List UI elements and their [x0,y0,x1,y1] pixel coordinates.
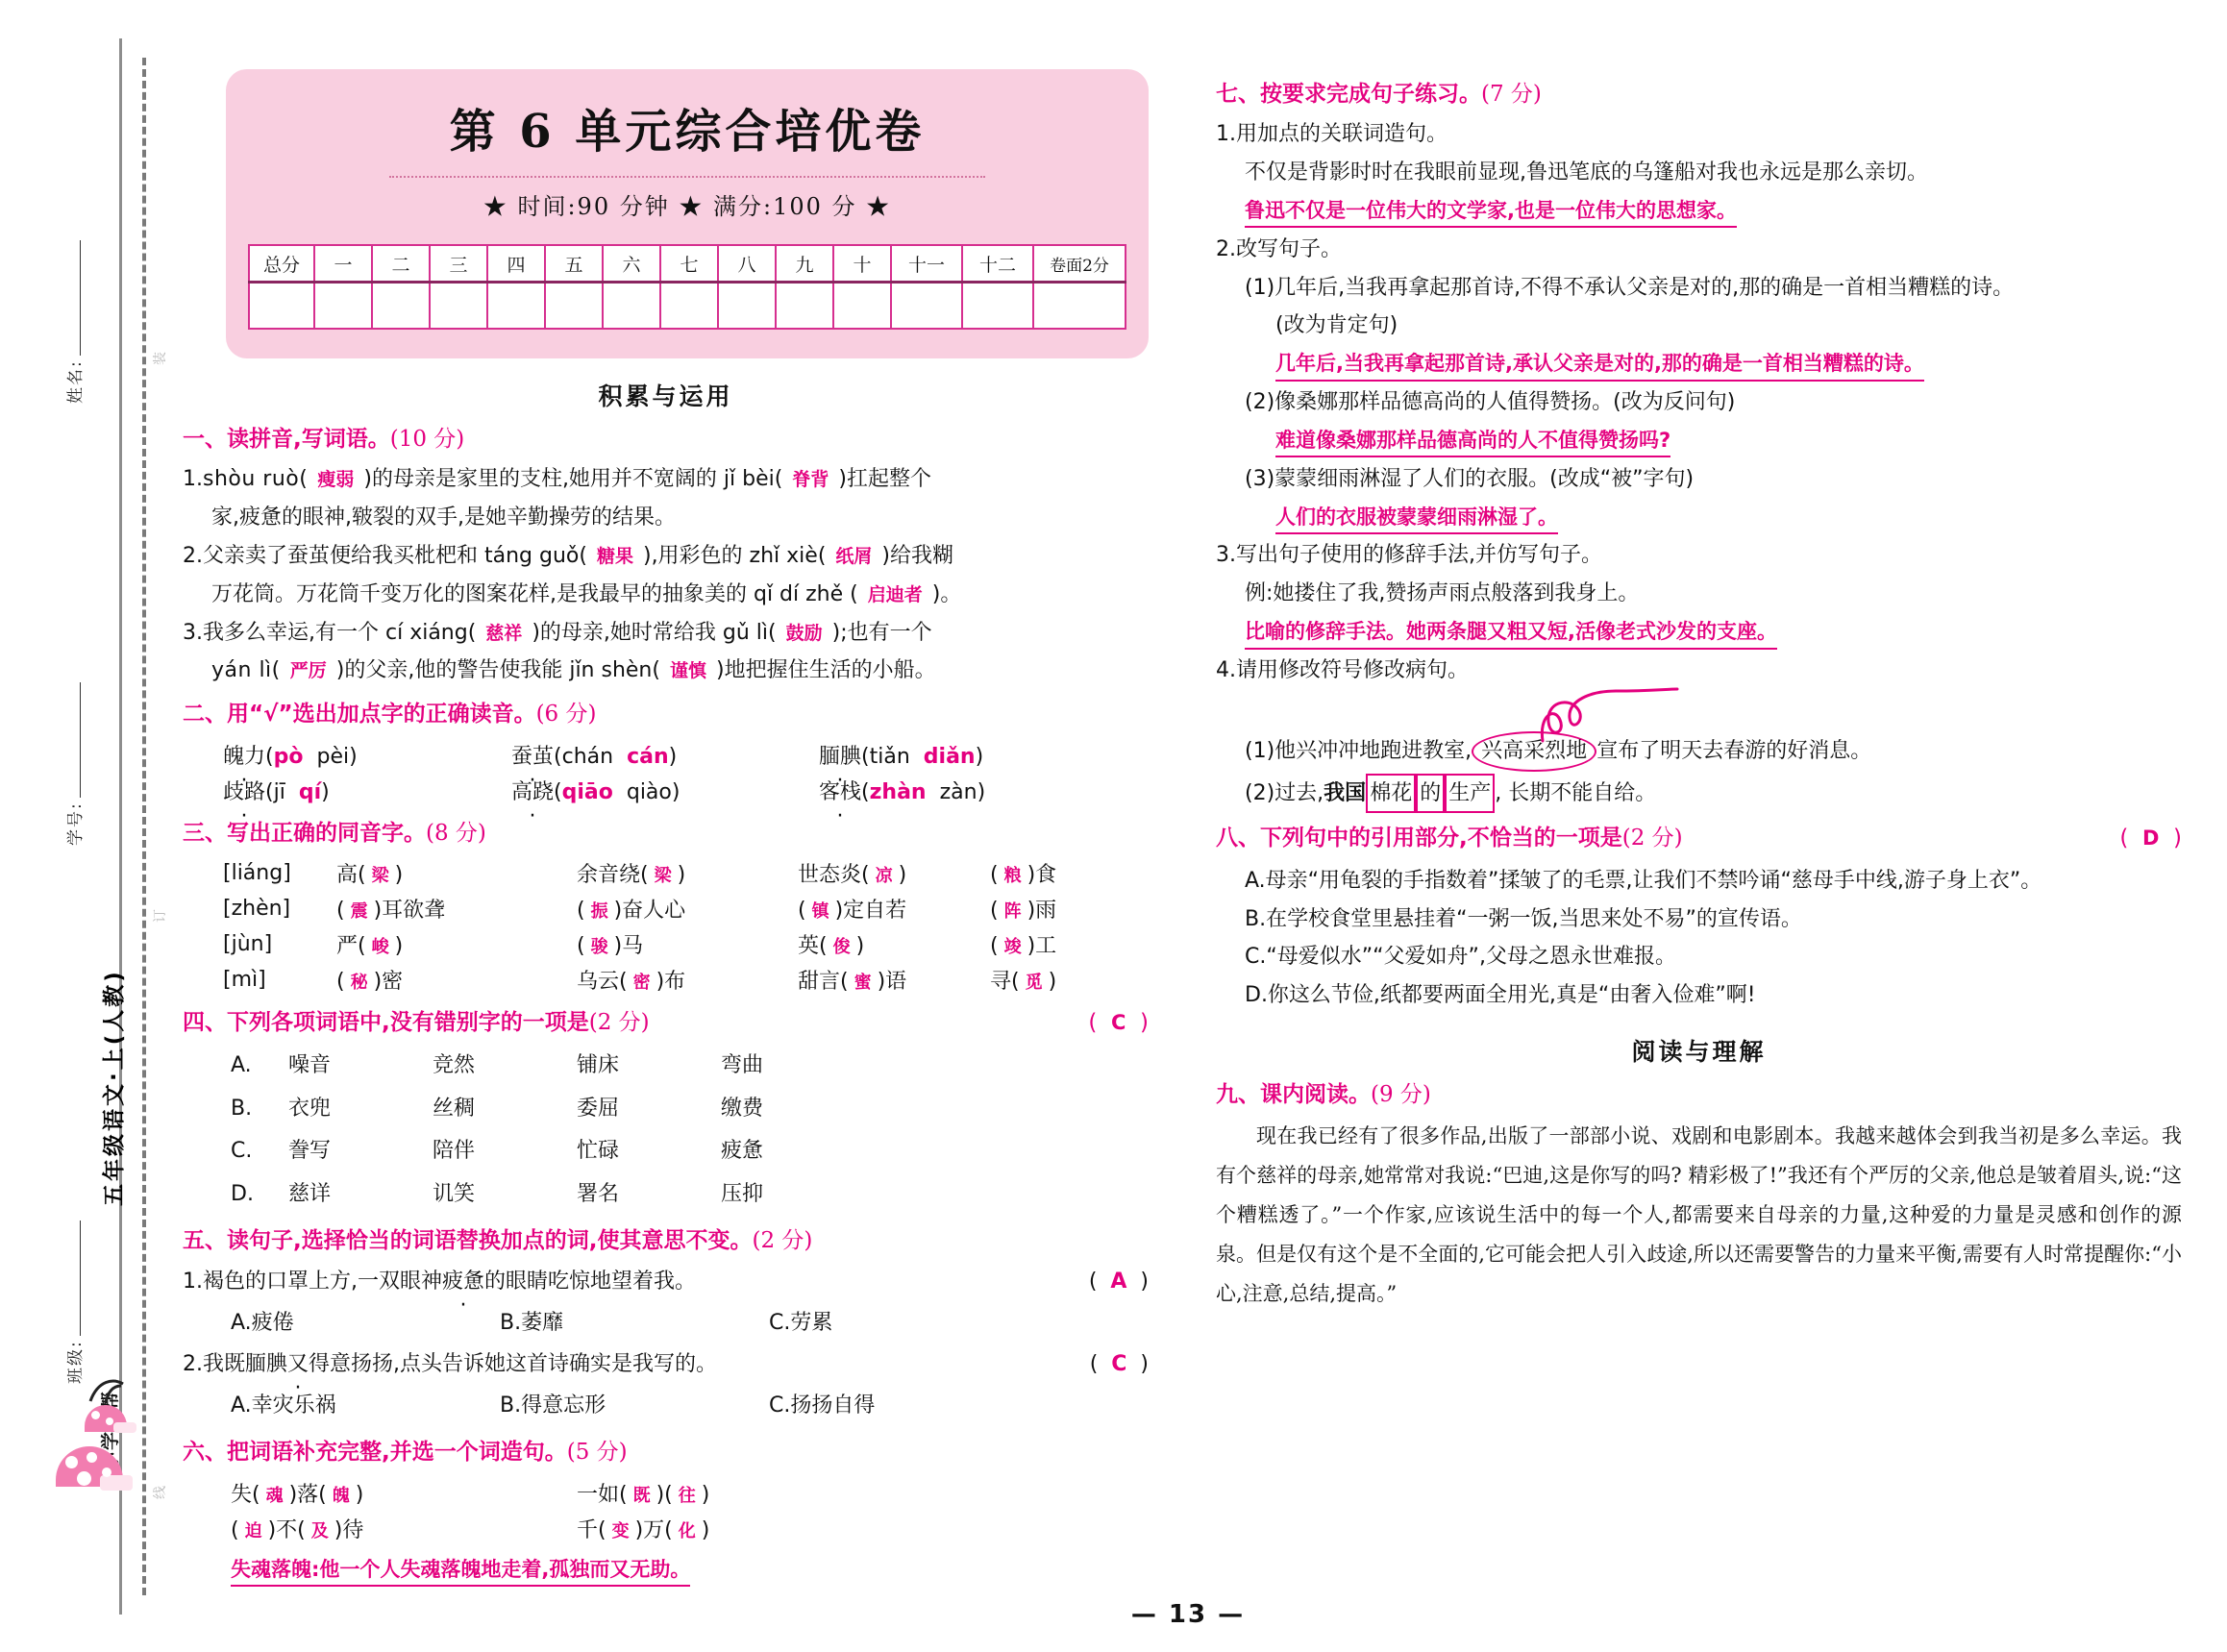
score-input-cell[interactable] [833,283,891,330]
question-9-heading: 九、课内阅读。(9 分) [1216,1082,1431,1108]
answer-blank[interactable]: 瘦弱 [317,469,355,491]
check-mark: pò [273,744,304,769]
boxed-word[interactable]: 的 [1416,774,1445,814]
answer-blank[interactable]: 魄 [332,1485,350,1506]
q7-item-2-prompt: 2.改写句子。 [1216,236,1343,261]
option-word: 署名 [577,1181,620,1206]
q2-cell[interactable]: 腼腆(tiǎn diǎn) [819,744,984,769]
boxed-word[interactable]: 生产 [1445,774,1495,814]
score-input-cell[interactable] [962,283,1033,330]
question-3-heading: 三、写出正确的同音字。(8 分) [183,820,486,846]
option-row [231,1385,961,1428]
answer-blank[interactable]: 竣 [1003,937,1022,957]
q8-answer-box[interactable]: ( D ) [2119,826,2182,851]
answer-blank[interactable]: 骏 [590,937,608,957]
q8-option-d[interactable]: D.你这么节俭,纸都要两面全用光,真是“由奢入俭难”啊! [1245,983,1756,1008]
score-header-cell: 卷面2分 [1033,245,1126,283]
fold-mark-3: 线 [153,1484,168,1499]
q3-cell[interactable]: ( 镇 )定自若 [798,899,907,923]
q7-item-4-sub-2: (2)过去,我国 棉花 的 生产 , 长期不能自给。 [1216,774,2182,814]
q2-pronunciation-grid [223,737,1117,808]
q6-sentence-row [231,1556,1149,1587]
score-header-cell: 五 [545,245,603,283]
answer-blank[interactable]: 脊背 [792,469,829,491]
answer-blank[interactable]: 凉 [875,866,893,886]
score-input-cell[interactable] [603,283,660,330]
score-input-cell[interactable] [545,283,603,330]
option-label[interactable]: A. [231,1053,252,1078]
q5-item-2-text: ( C ) 2.我既腼腆又得意 ·扬扬,点头告诉她这首诗确实是我写的。 [183,1346,1149,1383]
q3-row [223,891,1126,926]
class-field-label: 班级: [62,1221,86,1384]
q6-row [231,1475,961,1511]
section-heading-reading: 阅读与理解 [1631,1038,1767,1067]
option-item[interactable]: A.幸灾乐祸 [231,1393,336,1418]
answer-blank[interactable]: 启迪者 [867,583,923,605]
score-header-cell: 六 [603,245,660,283]
score-input-cell[interactable] [660,283,718,330]
q3-cell[interactable]: 世态炎( 凉 ) [798,863,907,887]
delete-squiggle-icon [1533,687,1725,747]
score-header-cell: 十 [833,245,891,283]
title-divider [389,176,985,178]
q1-item-1-line-1: 1.shòu ruò( 瘦弱 )的母亲是家里的支柱,她用并不宽阔的 jǐ bèi( 脊背 )扛起整个 [183,467,931,492]
check-mark: diǎn [923,744,976,769]
answer-blank[interactable]: 变 [611,1520,630,1541]
q3-cell[interactable]: 英( 俊 ) [798,934,865,958]
q3-cell[interactable]: 余音绕( 梁 ) [577,863,686,887]
page-title: 第 6 单元综合培优卷 [449,105,926,159]
answer-blank[interactable]: 鼓励 [785,622,823,644]
answer-blank[interactable]: 镇 [811,901,829,922]
q1-item-3-line-2: yán lì( 严厉 )的父亲,他的警告使我能 jǐn shèn( 谨慎 )地把握住生活的小船。 [211,658,936,683]
q2-cell[interactable]: 歧路(jī qí) [223,779,330,804]
score-input-cell[interactable] [249,283,314,330]
option-item[interactable]: C.扬扬自得 [769,1393,876,1418]
question-1-heading: 一、读拼音,写词语。(10 分) [183,427,465,452]
answer-blank[interactable]: 振 [590,901,608,922]
mushroom-icon-large [56,1446,123,1504]
q3-cell[interactable]: ( 粮 )食 [990,863,1057,887]
answer-blank[interactable]: 梁 [371,866,389,886]
option-word: 慈详 [288,1181,332,1206]
dotted-word: 疲惫 [442,1269,485,1294]
option-item[interactable]: A.疲倦 [231,1310,294,1335]
exam-meta: ★ 时间:90 分钟 ★ 满分:100 分 ★ [483,193,892,220]
score-header-cell: 十二 [962,245,1033,283]
option-word: 丝稠 [433,1096,476,1121]
option-label[interactable]: D. [231,1181,254,1206]
q7-item-4-sub-1: (1)他兴冲冲地跑进教室, 兴高采烈地 宣布了明天去春游的好消息。 [1216,731,2182,772]
q7-item-1-prompt: 1.用加点的关联词造句。 [1216,122,1448,147]
q1-item-3-line-1: 3.我多么幸运,有一个 cí xiáng( 慈祥 )的母亲,她时常给我 gǔ lì( 鼓励 );也有一个 [183,620,932,645]
answer-written-sentence[interactable]: 几年后,当我再拿起那首诗,承认父亲是对的,那的确是一首相当糟糕的诗。 [1275,350,1924,381]
answer-blank[interactable]: 梁 [654,866,672,886]
check-mark: qiāo [561,779,613,804]
option-word: 疲惫 [721,1139,764,1164]
boxed-word[interactable]: 棉花 [1366,774,1416,814]
right-column [1216,0,2182,1314]
score-header-cell: 九 [776,245,833,283]
answer-blank[interactable]: 密 [632,973,651,993]
q3-cell[interactable]: ( 骏 )马 [577,934,644,958]
q3-row [223,855,1126,891]
q1-item-1-line-2: 家,疲惫的眼神,皲裂的双手,是她辛勤操劳的结果。 [211,505,676,530]
page-number: — 13 — [1130,1600,1246,1629]
score-table[interactable] [248,244,1126,330]
score-header-cell: 二 [372,245,430,283]
score-input-cell[interactable] [718,283,776,330]
q2-cell[interactable]: 蚕茧(chán cán) [511,744,678,769]
book-title-vertical: 五年级语文·上(人教) [102,969,127,1206]
q5-item-2-options [231,1385,961,1428]
q5-answer-box-2[interactable]: ( C ) [1089,1352,1149,1377]
q5-item-1-options [231,1302,961,1345]
q3-cell[interactable]: ( 振 )奋人心 [577,899,686,923]
q3-homophone-grid [223,855,1126,998]
answer-blank[interactable]: 俊 [832,937,851,957]
grass-sprout-icon [85,1374,129,1407]
q3-cell[interactable]: ( 阵 )雨 [990,899,1057,923]
q3-row [223,926,1126,962]
title-banner [226,69,1149,358]
q7-item-2-sub-2-text: (2)像桑娜那样品德高尚的人值得赞扬。(改为反问句) [1245,390,1736,415]
score-header-cell: 十一 [891,245,962,283]
option-word: 铺床 [577,1053,620,1078]
answer-blank[interactable]: 蜜 [854,973,872,993]
answer-written-sentence[interactable]: 失魂落魄:他一个人失魂落魄地走着,孤独而又无助。 [231,1556,690,1587]
q3-cell[interactable]: 严( 峻 ) [336,934,404,958]
q5-answer-box-1[interactable]: ( A ) [1088,1269,1149,1294]
answer-blank[interactable]: 粮 [1003,866,1022,886]
q7-item-1-example: 不仅是背影时时在我眼前显现,鲁迅笔底的乌篷船对我也永远是那么亲切。 [1245,160,1928,185]
score-header-cell: 总分 [249,245,314,283]
q6-cell[interactable]: 千( 变 )万( 化 ) [577,1517,710,1542]
fold-mark-2: 订 [153,907,168,923]
q7-item-2-sub-2-answer-row [1216,423,2182,459]
score-input-cell[interactable] [487,283,545,330]
option-word: 忙碌 [577,1139,620,1164]
q3-cell[interactable]: 寻( 觅 ) [990,970,1057,994]
q5-item-1-text: ( A ) 1.褐色的口罩上方,一双眼神疲惫的眼睛吃惊地望着我。 [183,1264,1149,1300]
q6-cell[interactable]: 一如( 既 )( 往 ) [577,1482,710,1507]
q8-option-b[interactable]: B.在学校食堂里悬挂着“一粥一饭,当思来处不易”的宣传语。 [1245,906,1802,931]
answer-blank[interactable]: 往 [678,1485,696,1506]
q7-item-1-answer-row [1216,193,2182,230]
answer-blank[interactable]: 阵 [1003,901,1022,922]
q6-idiom-grid [231,1475,961,1546]
option-word: 压抑 [721,1181,764,1206]
left-column [183,0,1149,1587]
q7-item-2-sub-3-answer-row [1216,500,2182,536]
answer-blank[interactable]: 谨慎 [669,660,706,682]
answer-blank[interactable]: 化 [678,1520,696,1541]
check-mark: zhàn [869,779,927,804]
q7-item-3-prompt: 3.写出句子使用的修辞手法,并仿写句子。 [1216,543,1602,568]
q6-cell[interactable]: ( 迫 )不( 及 )待 [231,1517,364,1542]
fold-dashed-line [142,58,146,1595]
answer-blank[interactable]: 糖果 [596,546,633,567]
q7-item-2-sub-3-text: (3)蒙蒙细雨淋湿了人们的衣服。(改成“被”字句) [1245,466,1695,491]
q8-option-a[interactable]: A.母亲“用龟裂的手指数着”揉皱了的毛票,让我们不禁吟诵“慈母手中线,游子身上衣”。 [1245,868,2042,893]
question-6-heading: 六、把词语补充完整,并选一个词造句。(5 分) [183,1440,628,1466]
answer-blank[interactable]: 既 [632,1485,651,1506]
score-header-cell: 四 [487,245,545,283]
q2-cell[interactable]: 高跷(qiāo qiào) [511,779,680,804]
q4-option-row [231,1045,903,1088]
name-field-label: 姓名: [62,240,86,404]
option-word: 陪伴 [433,1139,476,1164]
answer-written-sentence[interactable]: 难道像桑娜那样品德高尚的人不值得赞扬吗? [1275,427,1670,457]
q2-row [223,737,1117,773]
binding-margin [0,0,168,1652]
option-word: 噪音 [288,1053,332,1078]
score-table-header-row [249,245,1126,283]
question-4-heading: ( C ) 四、下列各项词语中,没有错别字的一项是(2 分) [183,1007,1149,1039]
answer-blank[interactable]: 纸屑 [835,546,873,567]
reading-passage: 现在我已经有了很多作品,出版了一部部小说、戏剧和电影剧本。我越来越体会到我当初是多么幸运。我有个慈祥的母亲,她常常对我说:“巴迪,这是你写的吗? 精彩极了!”我还有个严厉的父亲,他总是皱着眉头,说:“这个糟糕透了。”一个作家,应该说生活中的每一个人,都需要来自母亲的力量,这种爱的力量是灵感和创作的源泉。但是仅有这个是不全面的,它可能会把人引入歧途,所以还需要警告的力量来平衡,需要有人时常提醒你:“小心,注意,总结,提高。” [1216,1124,2182,1306]
q7-item-2-sub-1-answer-row [1216,346,2182,382]
option-label[interactable]: B. [231,1096,253,1121]
q2-row [223,773,1117,808]
option-label[interactable]: C. [231,1139,253,1164]
q3-cell[interactable]: 乌云( 密 )布 [577,970,686,994]
worksheet-page [149,0,2227,1652]
option-item[interactable]: B.萎靡 [500,1310,564,1335]
q7-item-3-example: 例:她搂住了我,赞扬声雨点般落到我身上。 [1245,581,1640,606]
score-input-cell[interactable] [372,283,430,330]
dotted-word: 腼腆又得意 · [245,1352,351,1376]
answer-blank[interactable]: 及 [310,1520,329,1541]
option-word: 缴费 [721,1096,764,1121]
q8-option-c[interactable]: C.“母爱似水”“父爱如舟”,父母之恩永世难报。 [1245,945,1676,970]
q3-cell[interactable]: 甜言( 蜜 )语 [798,970,907,994]
answer-written-sentence[interactable]: 鲁迅不仅是一位伟大的文学家,也是一位伟大的思想家。 [1245,197,1737,228]
q3-cell[interactable]: ( 竣 )工 [990,934,1057,958]
score-input-cell[interactable] [776,283,833,330]
q1-item-2-line-1: 2.父亲卖了蚕茧便给我买枇杷和 táng guǒ( 糖果 ),用彩色的 zhǐ xiè( 纸屑 )给我糊 [183,544,954,568]
option-word: 誊写 [288,1139,332,1164]
q4-answer-box[interactable]: ( C ) [1088,1010,1149,1035]
q4-option-row [231,1173,903,1217]
circled-phrase[interactable]: 兴高采烈地 [1472,731,1596,772]
option-row [231,1302,961,1345]
answer-written-sentence[interactable]: 人们的衣服被蒙蒙细雨淋湿了。 [1275,504,1558,534]
option-item[interactable]: B.得意忘形 [500,1393,606,1418]
q4-option-row [231,1130,903,1173]
score-input-cell[interactable] [1033,283,1126,330]
q7-item-2-sub-1-text: (1)几年后,当我再拿起那首诗,不得不承认父亲是对的,那的确是一首相当糟糕的诗。 [1245,275,2015,300]
q4-option-row [231,1088,903,1131]
score-table-input-row [249,283,1126,330]
answer-blank[interactable]: 迫 [244,1520,262,1541]
q7-item-4-prompt: 4.请用修改符号修改病句。 [1216,657,1470,682]
option-word: 衣兜 [288,1096,332,1121]
answer-blank[interactable]: 严厉 [289,660,327,682]
section-heading-accumulation: 积累与运用 [598,382,733,410]
option-word: 讥笑 [433,1181,476,1206]
option-item[interactable]: C.劳累 [769,1310,833,1335]
answer-blank[interactable]: 魂 [265,1485,284,1506]
answer-blank[interactable]: 峻 [371,937,389,957]
score-header-cell: 一 [314,245,372,283]
q3-pinyin: [jùn] [223,932,273,956]
q3-pinyin: [mì] [223,968,266,992]
q7-item-3-answer-row [1216,614,2182,651]
student-id-field-label: 学号: [62,682,86,846]
question-2-heading: 二、用“√”选出加点字的正确读音。(6 分) [183,702,597,727]
q3-pinyin: [liáng] [223,861,291,885]
q3-cell[interactable]: 高( 梁 ) [336,863,404,887]
score-input-cell[interactable] [430,283,487,330]
q4-options [231,1045,903,1216]
check-mark: cán [627,744,669,769]
question-7-heading: 七、按要求完成句子练习。(7 分) [1216,82,1542,107]
correction-mark-area [1216,691,2182,745]
q2-cell[interactable]: 客栈(zhàn zàn) [819,779,986,804]
option-word: 弯曲 [721,1053,764,1078]
check-mark: qí [298,779,322,804]
q3-pinyin: [zhèn] [223,897,291,921]
q1-item-2-line-2: 万花筒。万花筒千变万化的图案花样,是我最早的抽象美的 qǐ dí zhě ( 启迪者 )。 [211,581,962,606]
score-header-cell: 八 [718,245,776,283]
q3-cell[interactable]: ( 震 )耳欲聋 [336,899,446,923]
score-input-cell[interactable] [314,283,372,330]
fold-mark-1: 装 [153,350,168,365]
q3-cell[interactable]: ( 秘 )密 [336,970,404,994]
question-5-heading: 五、读句子,选择恰当的词语替换加点的词,使其意思不变。(2 分) [183,1228,813,1254]
answer-blank[interactable]: 觅 [1025,973,1043,993]
q2-cell[interactable]: 魄力(pò pèi) [223,744,358,769]
option-word: 竞然 [433,1053,476,1078]
option-word: 委屈 [577,1096,620,1121]
answer-blank[interactable]: 震 [350,901,368,922]
q3-row [223,962,1126,998]
answer-blank[interactable]: 秘 [350,973,368,993]
score-header-cell: 三 [430,245,487,283]
score-header-cell: 七 [660,245,718,283]
answer-blank[interactable]: 慈祥 [485,622,523,644]
score-input-cell[interactable] [891,283,962,330]
answer-written-sentence[interactable]: 比喻的修辞手法。她两条腿又粗又短,活像老式沙发的支座。 [1245,618,1777,649]
q7-item-2-sub-1-req: (改为肯定句) [1275,313,1398,338]
q6-row [231,1511,961,1546]
question-8-heading: ( D ) 八、下列句中的引用部分,不恰当的一项是(2 分) [1216,823,2182,854]
mushroom-icon-small [85,1405,127,1443]
q6-cell[interactable]: 失( 魂 )落( 魄 ) [231,1482,364,1507]
